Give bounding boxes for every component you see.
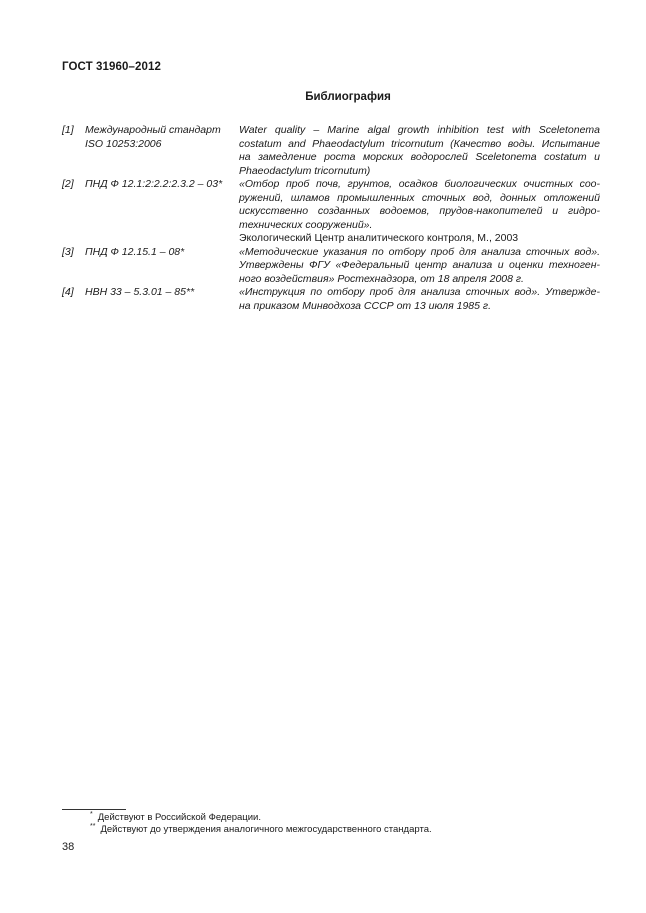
entry-description	[239, 124, 600, 178]
document-header: ГОСТ 31960–2012	[62, 61, 162, 73]
entry-description-line: «Инструкция по отбору проб для анализа сточных вод». Утвержде-	[239, 286, 600, 298]
entry-description-line: Экологический Центр аналитического контроля, М., 2003	[239, 232, 519, 244]
bibliography-entry	[62, 246, 600, 287]
entry-description-line: на приказом Минводхоза СССР от 13 июля 1985 г.	[239, 299, 491, 312]
entry-description-line: на замедление роста морских водорослей Sceletonema costatum и	[239, 151, 600, 163]
entry-document	[85, 286, 235, 300]
entry-description-line: costatum and Phaeodactylum tricornutum (Качество воды. Испытание	[239, 137, 600, 150]
entry-description-line: «Отбор проб почв, грунтов, осадков биологических очистных соо-	[239, 178, 600, 190]
entry-document-line: ПНД Ф 12.1:2:2.2:2.3.2 – 03*	[85, 178, 223, 190]
bibliography-entry	[62, 124, 600, 178]
footnote-mark: **	[90, 823, 96, 830]
entry-document-line: ISO 10253:2006	[85, 137, 162, 150]
entry-number: [3]	[62, 245, 74, 258]
entry-description	[239, 246, 600, 287]
entry-document	[85, 246, 235, 260]
entry-document-line: Международный стандарт	[85, 124, 221, 136]
footnote-separator	[62, 809, 126, 810]
entry-document	[85, 178, 235, 192]
entry-number: [2]	[62, 178, 74, 190]
entry-description-line: «Методические указания по отбору проб для анализа сточных вод».	[239, 245, 600, 258]
footnote	[90, 824, 432, 837]
footnote-mark: *	[90, 811, 93, 818]
entry-document	[85, 124, 235, 151]
entry-description-line: искусственно созданных водоемов, прудов-накопителей и гидро-	[239, 205, 600, 217]
section-title: Библиография	[305, 91, 391, 103]
bibliography-list	[62, 124, 600, 313]
footnote-text: Действуют в Российской Федерации.	[97, 812, 261, 823]
bibliography-entry	[62, 286, 600, 313]
entry-description	[239, 286, 600, 313]
entry-description-line: ружений, шламов промышленных сточных вод, донных отложений	[239, 191, 600, 204]
entry-number: [1]	[62, 124, 74, 136]
entry-number: [4]	[62, 286, 74, 298]
bibliography-entry	[62, 178, 600, 246]
entry-description-line: Water quality – Marine algal growth inhibition test with Sceletonema	[239, 124, 600, 136]
page-number: 38	[62, 841, 75, 853]
entry-description-line: Утверждены ФГУ «Федеральный центр анализа и оценки техноген-	[239, 259, 600, 271]
entry-description-line: Phaeodactylum tricornutum)	[239, 164, 371, 177]
entry-document-line: НВН 33 – 5.3.01 – 85**	[85, 286, 195, 298]
footnote-text: Действуют до утверждения аналогичного межгосударственного стандарта.	[100, 824, 432, 835]
entry-document-line: ПНД Ф 12.15.1 – 08*	[85, 245, 185, 258]
entry-description-line: ного воздействия» Ростехнадзора, от 18 апреля 2008 г.	[239, 272, 524, 285]
entry-description-line: технических сооружений».	[239, 218, 373, 231]
entry-description	[239, 178, 600, 246]
